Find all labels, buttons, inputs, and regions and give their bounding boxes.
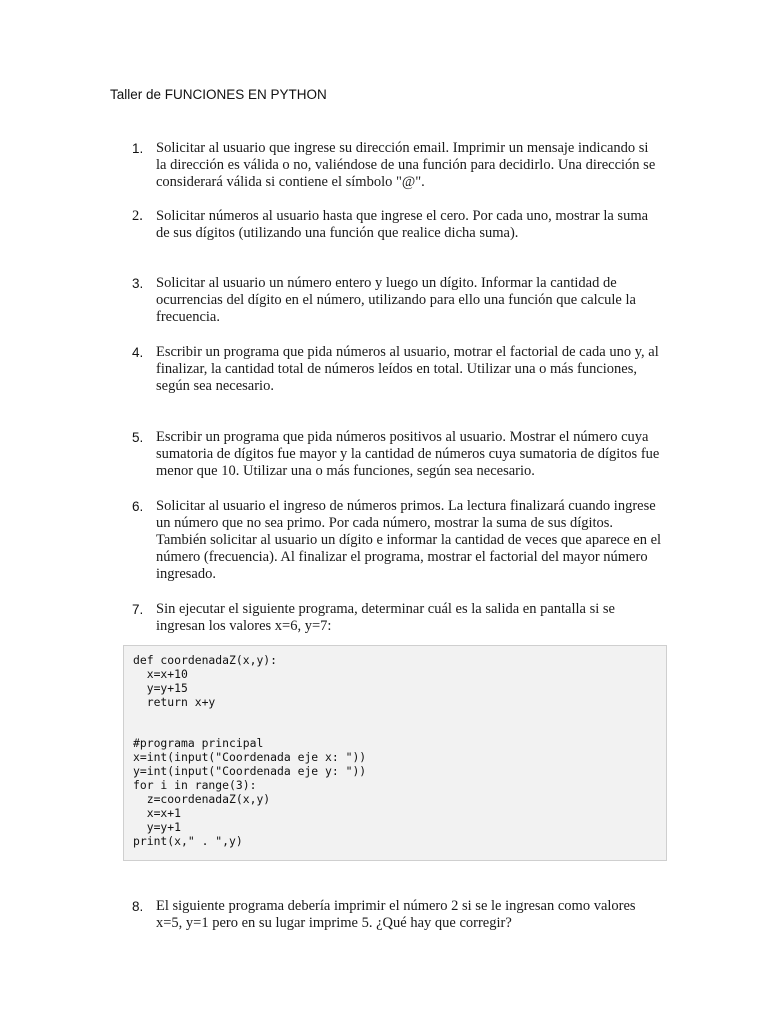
item-text: Solicitar al usuario el ingreso de números primos. La lectura finalizará cuando ingrese un número que no sea primo. Por cada número, mostrar la suma de sus dígitos. También solicitar al usuario un dígito e informar la cantidad de veces que aparece en el número (frecuencia). Al finalizar el programa, mostrar el factorial del mayor número ingresado. <box>156 498 662 582</box>
item-number: 4. <box>132 345 144 360</box>
item-text: Escribir un programa que pida números positivos al usuario. Mostrar el número cuya sumatoria de dígitos fue mayor y la cantidad de números cuya sumatoria de dígitos fue menor que 10. Utilizar una o más funciones, según sea necesario. <box>156 429 660 479</box>
item-text: Escribir un programa que pida números al usuario, motrar el factorial de cada uno y, al finalizar, la cantidad total de números leídos en total. Utilizar una o más funciones, según sea necesario. <box>156 344 659 394</box>
item-number: 2. <box>132 208 143 224</box>
item-number: 6. <box>132 499 144 514</box>
item-number: 3. <box>132 276 144 291</box>
item-number: 5. <box>132 430 144 445</box>
item-text: Solicitar números al usuario hasta que ingrese el cero. Por cada uno, mostrar la suma de sus dígitos (utilizando una función que realice dicha suma). <box>156 208 649 241</box>
document-title: Taller de FUNCIONES EN PYTHON <box>110 87 327 102</box>
item-number: 1. <box>132 141 144 156</box>
item-number: 7. <box>132 602 144 617</box>
item-text: Sin ejecutar el siguiente programa, determinar cuál es la salida en pantalla si se ingresan los valores x=6, y=7: <box>156 601 615 634</box>
code-block <box>123 645 667 861</box>
code-text: def coordenadaZ(x,y): x=x+10 y=y+15 return x+y #programa principal x=int(input("Coordenada eje x: ")) y=int(input("Coordenada eje y: ")) for i in range(3): z=coordenadaZ(x,y) x=x+1 y=y+1 print(x," . ",y) <box>133 653 367 848</box>
item-text: Solicitar al usuario que ingrese su dirección email. Imprimir un mensaje indicando si la dirección es válida o no, valiéndose de una función para decidirlo. Una dirección se considerará válida si contiene el símbolo "@". <box>156 140 656 190</box>
item-number: 8. <box>132 899 144 914</box>
item-text: El siguiente programa debería imprimir el número 2 si se le ingresan como valores x=5, y=1 pero en su lugar imprime 5. ¿Qué hay que corregir? <box>156 898 636 931</box>
item-text: Solicitar al usuario un número entero y luego un dígito. Informar la cantidad de ocurrencias del dígito en el número, utilizando para ello una función que calcule la frecuencia. <box>156 275 636 325</box>
